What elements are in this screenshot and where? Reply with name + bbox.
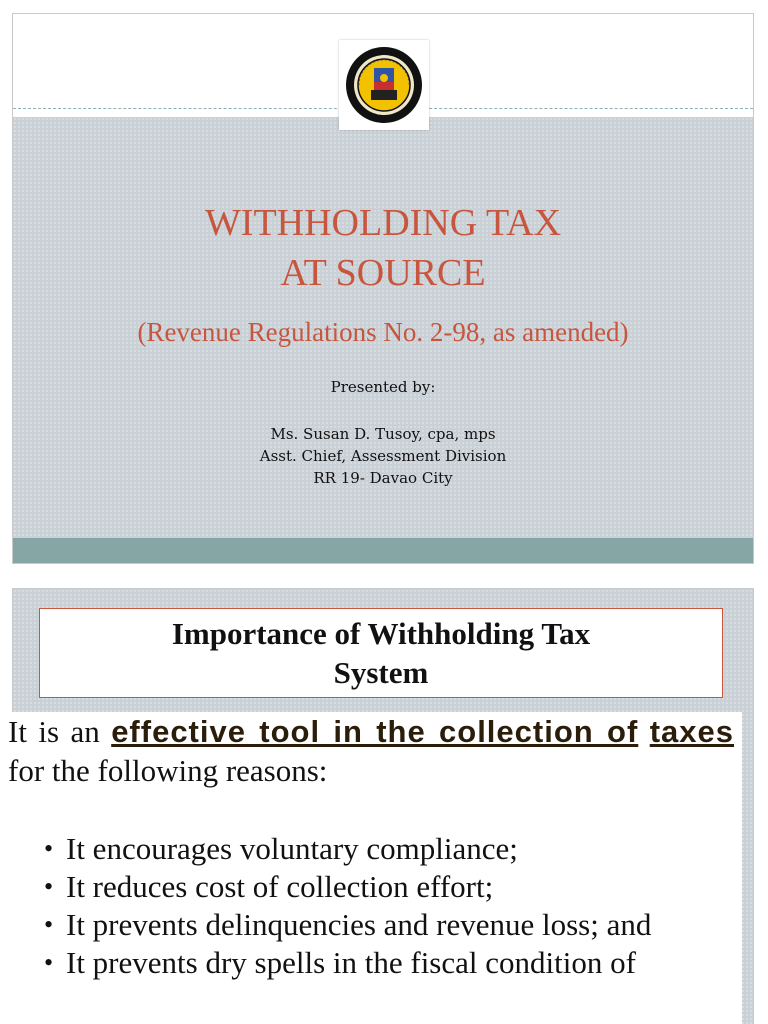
intro-emphasis-2: taxes — [649, 714, 735, 749]
slide2-title — [172, 614, 590, 692]
intro-prefix: It is an — [8, 714, 112, 749]
slide-title-line2: AT SOURCE — [280, 252, 486, 294]
presenter-name: Ms. Susan D. Tusoy, cpa, mps — [270, 425, 496, 443]
list-item: • It reduces cost of collection effort; — [44, 868, 734, 906]
presenter-title: Asst. Chief, Assessment Division — [259, 447, 507, 465]
list-item: • It prevents delinquencies and revenue loss; and — [44, 906, 734, 944]
slide2-title-line1: Importance of Withholding Tax — [171, 616, 591, 651]
slide-title-line1: WITHHOLDING TAX — [204, 202, 562, 244]
slide2-title-box — [39, 608, 723, 698]
presented-by-label: Presented by: — [330, 378, 436, 396]
title-slide — [12, 13, 754, 564]
bir-seal-logo — [339, 40, 429, 130]
list-item: • It prevents dry spells in the fiscal condition of — [44, 944, 734, 982]
slide-subtitle: (Revenue Regulations No. 2-98, as amended) — [137, 317, 629, 347]
list-item: • It encourages voluntary compliance; — [44, 830, 734, 868]
presenter-office: RR 19- Davao City — [313, 469, 453, 487]
intro-suffix: for the following reasons: — [8, 753, 328, 788]
slide2-title-line2: System — [333, 655, 429, 690]
intro-emphasis-1: effective tool in the collection of — [111, 714, 639, 749]
reasons-list — [44, 830, 734, 982]
seal-icon — [345, 46, 423, 124]
footer-band — [13, 538, 753, 564]
intro-paragraph — [8, 712, 734, 790]
